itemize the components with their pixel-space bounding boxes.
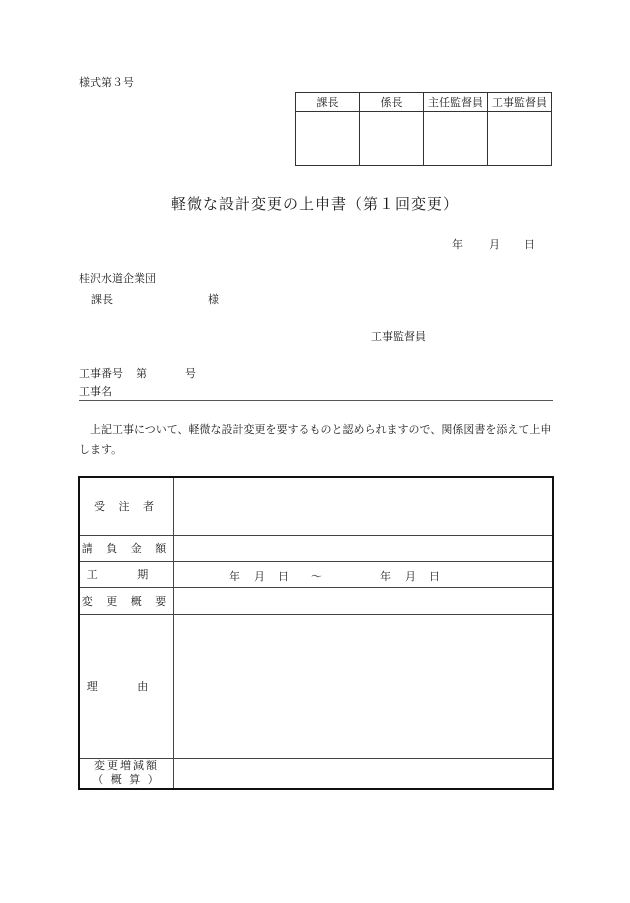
label-contract-amount: 請 負 金 額 <box>79 535 174 561</box>
approval-col-chief-supervisor: 主任監督員 <box>424 93 488 112</box>
field-change-summary[interactable] <box>174 587 554 614</box>
label-contractor: 受 注 者 <box>79 477 174 535</box>
stamp-box-subsection-chief[interactable] <box>360 112 424 166</box>
label-reason: 理 由 <box>79 614 174 758</box>
field-period[interactable] <box>174 561 554 587</box>
stamp-box-section-chief[interactable] <box>296 112 360 166</box>
period-end-day: 日 <box>429 569 440 583</box>
approval-stamp-table <box>295 92 552 166</box>
label-change-amount-line2: （ 概 算 ） <box>92 773 161 787</box>
project-number-label: 工事番号 <box>79 367 123 380</box>
project-name-underline <box>79 400 553 401</box>
label-change-summary: 変 更 概 要 <box>79 587 174 614</box>
project-number-prefix: 第 <box>136 367 147 380</box>
period-end-year: 年 <box>380 569 391 583</box>
form-number: 様式第３号 <box>79 76 134 89</box>
period-start-year: 年 <box>229 569 240 583</box>
date-month: 月 <box>489 238 500 251</box>
stamp-box-chief-supervisor[interactable] <box>424 112 488 166</box>
field-contract-amount[interactable] <box>174 535 554 561</box>
period-start-month: 月 <box>254 569 265 583</box>
approval-col-subsection-chief: 係長 <box>360 93 424 112</box>
label-change-amount-line1: 変更増減額 <box>94 759 159 773</box>
period-start-day: 日 <box>278 569 289 583</box>
label-period: 工 期 <box>79 561 174 587</box>
field-reason[interactable] <box>174 614 554 758</box>
body-text: 上記工事について、軽微な設計変更を要するものと認められますので、関係図書を添えて上申します。 <box>79 423 552 456</box>
date-day: 日 <box>524 238 535 251</box>
label-change-amount <box>79 758 174 789</box>
document-title: 軽微な設計変更の上申書（第１回変更） <box>170 195 459 213</box>
field-change-amount[interactable] <box>174 758 554 789</box>
field-contractor[interactable] <box>174 477 554 535</box>
approval-col-section-chief: 課長 <box>296 93 360 112</box>
period-tilde: ～ <box>311 569 322 583</box>
approval-col-works-supervisor: 工事監督員 <box>488 93 552 112</box>
application-form-table <box>78 476 554 790</box>
addressee-honorific: 様 <box>208 293 219 306</box>
addressee-position: 課長 <box>91 293 113 306</box>
period-end-month: 月 <box>405 569 416 583</box>
project-number-suffix: 号 <box>185 367 196 380</box>
project-name-label: 工事名 <box>79 385 112 398</box>
date-year: 年 <box>452 238 463 251</box>
sender-role: 工事監督員 <box>371 330 426 343</box>
stamp-box-works-supervisor[interactable] <box>488 112 552 166</box>
addressee-organization: 桂沢水道企業団 <box>79 272 156 285</box>
